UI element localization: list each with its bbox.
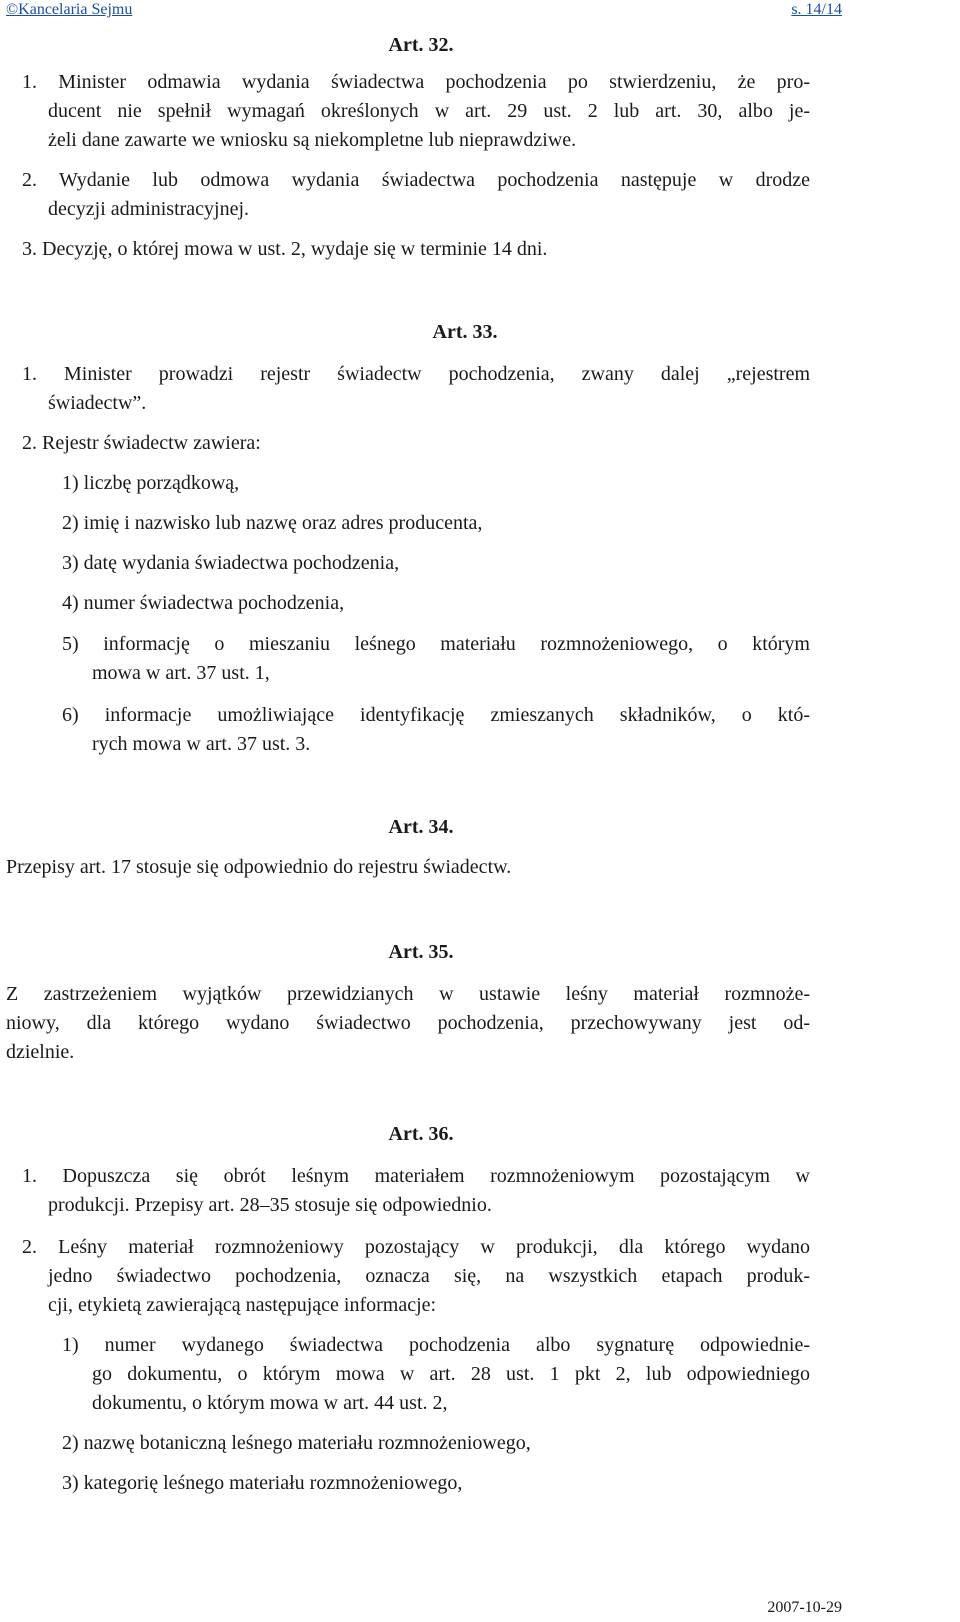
art36-p1-line1: 1. Dopuszcza się obrót leśnym materiałem rozmnożeniowym pozostającym w	[22, 1165, 810, 1187]
art35-line2: niowy, dla którego wydano świadectwo pochodzenia, przechowywany jest od-	[6, 1012, 810, 1034]
art36-p2-line2: jedno świadectwo pochodzenia, oznacza się, na wszystkich etapach produk-	[48, 1265, 810, 1287]
art33-p1-line1: 1. Minister prowadzi rejestr świadectw pochodzenia, zwany dalej „rejestrem	[22, 363, 810, 385]
article-35-title: Art. 35.	[388, 941, 454, 963]
header-copyright	[6, 0, 132, 20]
art36-item1-line1: 1) numer wydanego świadectwa pochodzenia albo sygnaturę odpowiednie-	[62, 1334, 810, 1356]
article-36-title: Art. 36.	[388, 1123, 454, 1145]
header-page-number: s. 14/14	[791, 1, 842, 18]
article-33-title: Art. 33.	[432, 321, 498, 343]
art33-p2: 2. Rejestr świadectw zawiera:	[22, 432, 261, 454]
art34-p1: Przepisy art. 17 stosuje się odpowiednio do rejestru świadectw.	[6, 856, 512, 878]
art36-item3: 3) kategorię leśnego materiału rozmnożeniowego,	[62, 1472, 463, 1494]
art33-item3: 3) datę wydania świadectwa pochodzenia,	[62, 552, 400, 574]
art33-item2: 2) imię i nazwisko lub nazwę oraz adres producenta,	[62, 512, 483, 534]
art35-line1: Z zastrzeżeniem wyjątków przewidzianych w ustawie leśny materiał rozmnoże-	[6, 983, 810, 1005]
art35-line3: dzielnie.	[6, 1041, 75, 1063]
art36-p2-line3: cji, etykietą zawierającą następujące informacje:	[48, 1294, 437, 1316]
art36-item1-line3: dokumentu, o którym mowa w art. 44 ust. 2,	[92, 1392, 448, 1414]
art33-item5-line2: mowa w art. 37 ust. 1,	[92, 662, 270, 684]
art33-item5-line1: 5) informację o mieszaniu leśnego materiału rozmnożeniowego, o którym	[62, 633, 810, 655]
art33-item6-line1: 6) informacje umożliwiające identyfikację zmieszanych składników, o któ-	[62, 704, 810, 726]
art32-p1-line1: 1. Minister odmawia wydania świadectwa pochodzenia po stwierdzeniu, że pro-	[22, 71, 810, 93]
art33-item4: 4) numer świadectwa pochodzenia,	[62, 592, 345, 614]
article-34-title: Art. 34.	[388, 816, 454, 838]
art36-p2-line1: 2. Leśny materiał rozmnożeniowy pozostający w produkcji, dla którego wydano	[22, 1236, 810, 1258]
article-32-title: Art. 32.	[388, 34, 454, 56]
art33-item6-line2: rych mowa w art. 37 ust. 3.	[92, 733, 311, 755]
art32-p1-line3: żeli dane zawarte we wniosku są niekompletne lub nieprawdziwe.	[48, 129, 577, 151]
art32-p1-line2: ducent nie spełnił wymagań określonych w art. 29 ust. 2 lub art. 30, albo je-	[48, 100, 810, 122]
art33-item1: 1) liczbę porządkową,	[62, 472, 240, 494]
header-copyright-text: ©Kancelaria Sejmu	[6, 1, 133, 18]
footer-date: 2007-10-29	[767, 1599, 842, 1616]
art36-p1-line2: produkcji. Przepisy art. 28–35 stosuje się odpowiednio.	[48, 1194, 492, 1216]
art32-p3: 3. Decyzję, o której mowa w ust. 2, wydaje się w terminie 14 dni.	[22, 238, 548, 260]
art32-p2-line1: 2. Wydanie lub odmowa wydania świadectwa pochodzenia następuje w drodze	[22, 169, 810, 191]
art32-p2-line2: decyzji administracyjnej.	[48, 198, 250, 220]
art33-p1-line2: świadectw”.	[48, 392, 147, 414]
art36-item1-line2: go dokumentu, o którym mowa w art. 28 ust. 1 pkt 2, lub odpowiedniego	[92, 1363, 810, 1385]
art36-item2: 2) nazwę botaniczną leśnego materiału rozmnożeniowego,	[62, 1432, 531, 1454]
